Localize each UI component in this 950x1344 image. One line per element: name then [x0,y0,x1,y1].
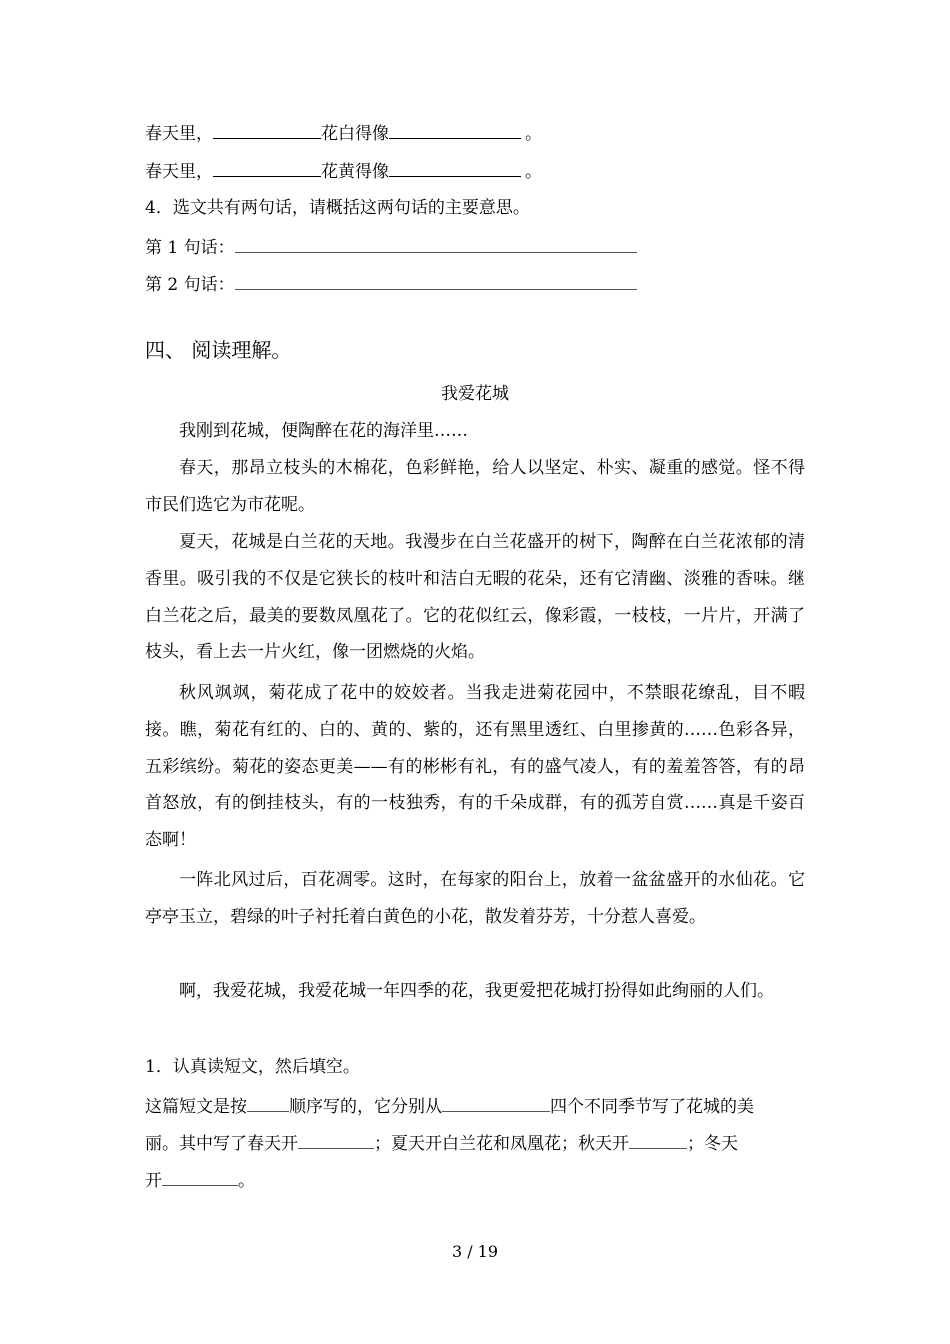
sentence-2-answer: 第 2 句话： [145,273,637,295]
answer-blank[interactable] [235,273,637,290]
question-1-label: 1．认真读短文，然后填空。 [145,1057,360,1077]
paragraph-5: 一阵北风过后，百花凋零。这时，在每家的阳台上，放着一盆盆盛开的水仙花。它亭亭玉立，碧绿的叶子衬托着白黄色的小花，散发着芬芳，十分惹人喜爱。 [145,870,805,927]
paragraph-1: 我刚到花城，便陶醉在花的海洋里…… [179,421,468,441]
answer-blank[interactable] [235,236,637,253]
page-number: 3 / 19 [451,1242,499,1261]
sentence-1-answer: 第 1 句话： [145,236,637,258]
question-1-line-1: 这篇短文是按 顺序写的，它分别从 四个不同季节写了花城的美 [145,1097,754,1117]
paragraph-2: 春天，那昂立枝头的木棉花，色彩鲜艳，给人以坚定、朴实、凝重的感觉。怪不得市民们选它为市花呢。 [145,458,805,515]
question-1-line-3: 开 。 [145,1171,255,1191]
answer-blank[interactable] [389,122,521,139]
fill-line-white-flower: 春天里， 花白得像 。 [145,124,542,144]
question-4: 4．选文共有两句话，请概括这两句话的主要意思。 [145,198,530,218]
answer-blank[interactable] [162,1169,238,1186]
answer-blank[interactable] [389,160,521,177]
answer-blank[interactable] [213,160,321,177]
section-heading: 四、 阅读理解。 [145,338,292,362]
paragraph-6: 啊，我爱花城，我爱花城一年四季的花，我更爱把花城打扮得如此绚丽的人们。 [179,981,774,1001]
answer-blank[interactable] [442,1095,550,1112]
answer-blank[interactable] [298,1132,374,1149]
paragraph-4: 秋风飒飒，菊花成了花中的姣姣者。当我走进菊花园中，不禁眼花缭乱，目不暇接。瞧，菊花有红的、白的、黄的、紫的，还有黑里透红、白里掺黄的……色彩各异，五彩缤纷。菊花的姿态更美——有的彬彬有礼，有的盛气凌人，有的羞羞答答，有的昂首怒放，有的倒挂枝头，有的一枝独秀，有的千朵成群，有的孤芳自赏……真是千姿百态啊！ [145,683,805,851]
question-1-line-2: 丽。其中写了春天开 ；夏天开白兰花和凤凰花；秋天开 ；冬天 [145,1134,738,1154]
fill-line-yellow-flower: 春天里， 花黄得像 。 [145,162,542,182]
answer-blank[interactable] [247,1095,289,1112]
answer-blank[interactable] [629,1132,687,1149]
passage-title: 我爱花城 [441,384,509,404]
answer-blank[interactable] [213,122,321,139]
paragraph-3: 夏天，花城是白兰花的天地。我漫步在白兰花盛开的树下，陶醉在白兰花浓郁的清香里。吸引我的不仅是它狭长的枝叶和洁白无暇的花朵，还有它清幽、淡雅的香味。继白兰花之后，最美的要数凤凰花了。它的花似红云，像彩霞，一枝枝，一片片，开满了枝头，看上去一片火红，像一团燃烧的火焰。 [145,532,805,663]
